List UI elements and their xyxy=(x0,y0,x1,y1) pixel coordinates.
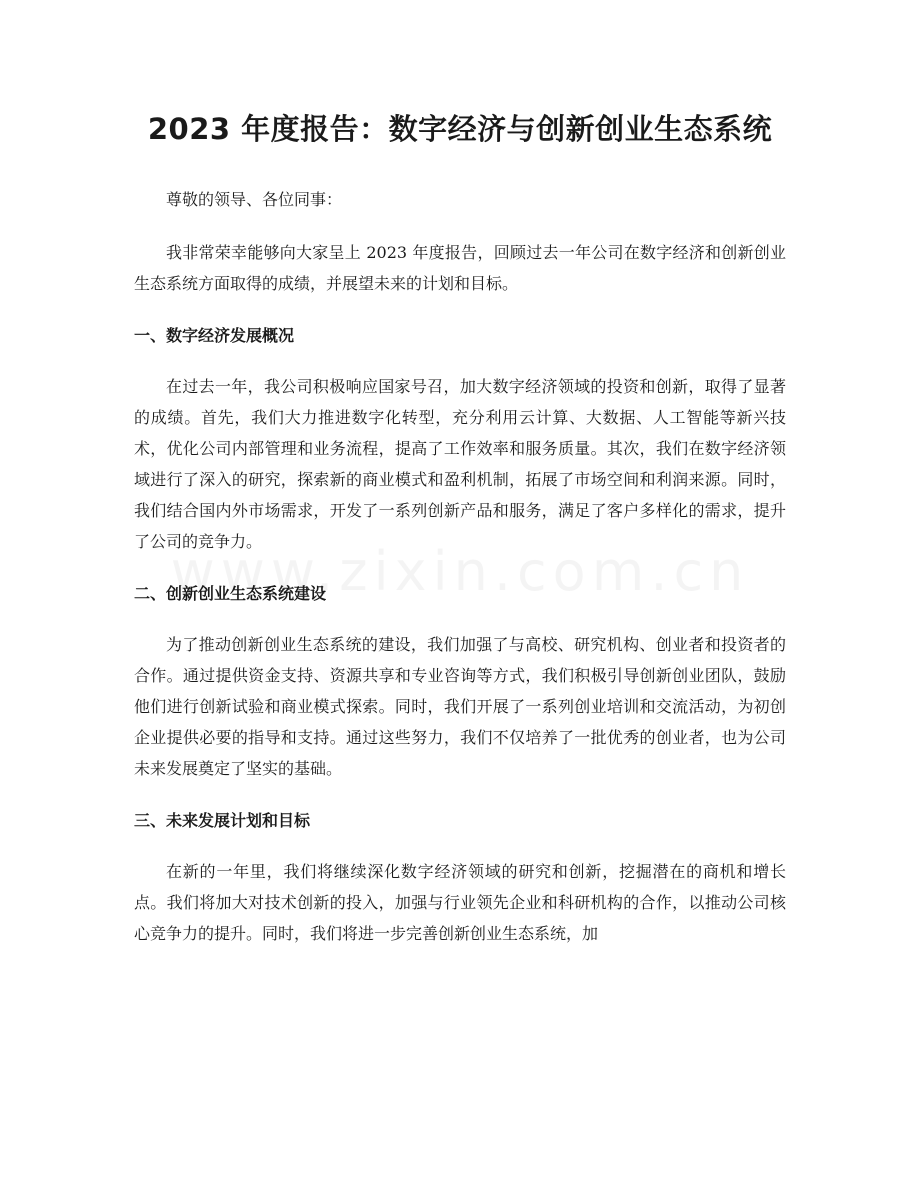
intro-paragraph: 我非常荣幸能够向大家呈上 2023 年度报告，回顾过去一年公司在数字经济和创新创业生态系统方面取得的成绩，并展望未来的计划和目标。 xyxy=(134,243,786,293)
section-body-ecosystem: 为了推动创新创业生态系统的建设，我们加强了与高校、研究机构、创业者和投资者的合作。通过提供资金支持、资源共享和专业咨询等方式，我们积极引导创新创业团队，鼓励他们进行创新试验和商业模式探索。同时，我们开展了一系列创业培训和交流活动，为初创企业提供必要的指导和支持。通过这些努力，我们不仅培养了一批优秀的创业者，也为公司未来发展奠定了坚实的基础。 xyxy=(134,635,786,778)
section-body-future-plan: 在新的一年里，我们将继续深化数字经济领域的研究和创新，挖掘潜在的商机和增长点。我们将加大对技术创新的投入，加强与行业领先企业和科研机构的合作，以推动公司核心竞争力的提升。同时，我们将进一步完善创新创业生态系统，加 xyxy=(134,862,786,943)
section-heading-future-plan: 三、未来发展计划和目标 xyxy=(134,811,311,830)
greeting-paragraph: 尊敬的领导、各位同事： xyxy=(166,190,343,209)
section-heading-digital-economy: 一、数字经济发展概况 xyxy=(134,326,295,345)
section-heading-ecosystem: 二、创新创业生态系统建设 xyxy=(134,584,327,603)
document-title: 2023 年度报告：数字经济与创新创业生态系统 xyxy=(147,112,773,146)
section-body-digital-economy: 在过去一年，我公司积极响应国家号召，加大数字经济领域的投资和创新，取得了显著的成绩。首先，我们大力推进数字化转型，充分利用云计算、大数据、人工智能等新兴技术，优化公司内部管理和业务流程，提高了工作效率和服务质量。其次，我们在数字经济领域进行了深入的研究，探索新的商业模式和盈利机制，拓展了市场空间和利润来源。同时，我们结合国内外市场需求，开发了一系列创新产品和服务，满足了客户多样化的需求，提升了公司的竞争力。 xyxy=(134,377,786,551)
